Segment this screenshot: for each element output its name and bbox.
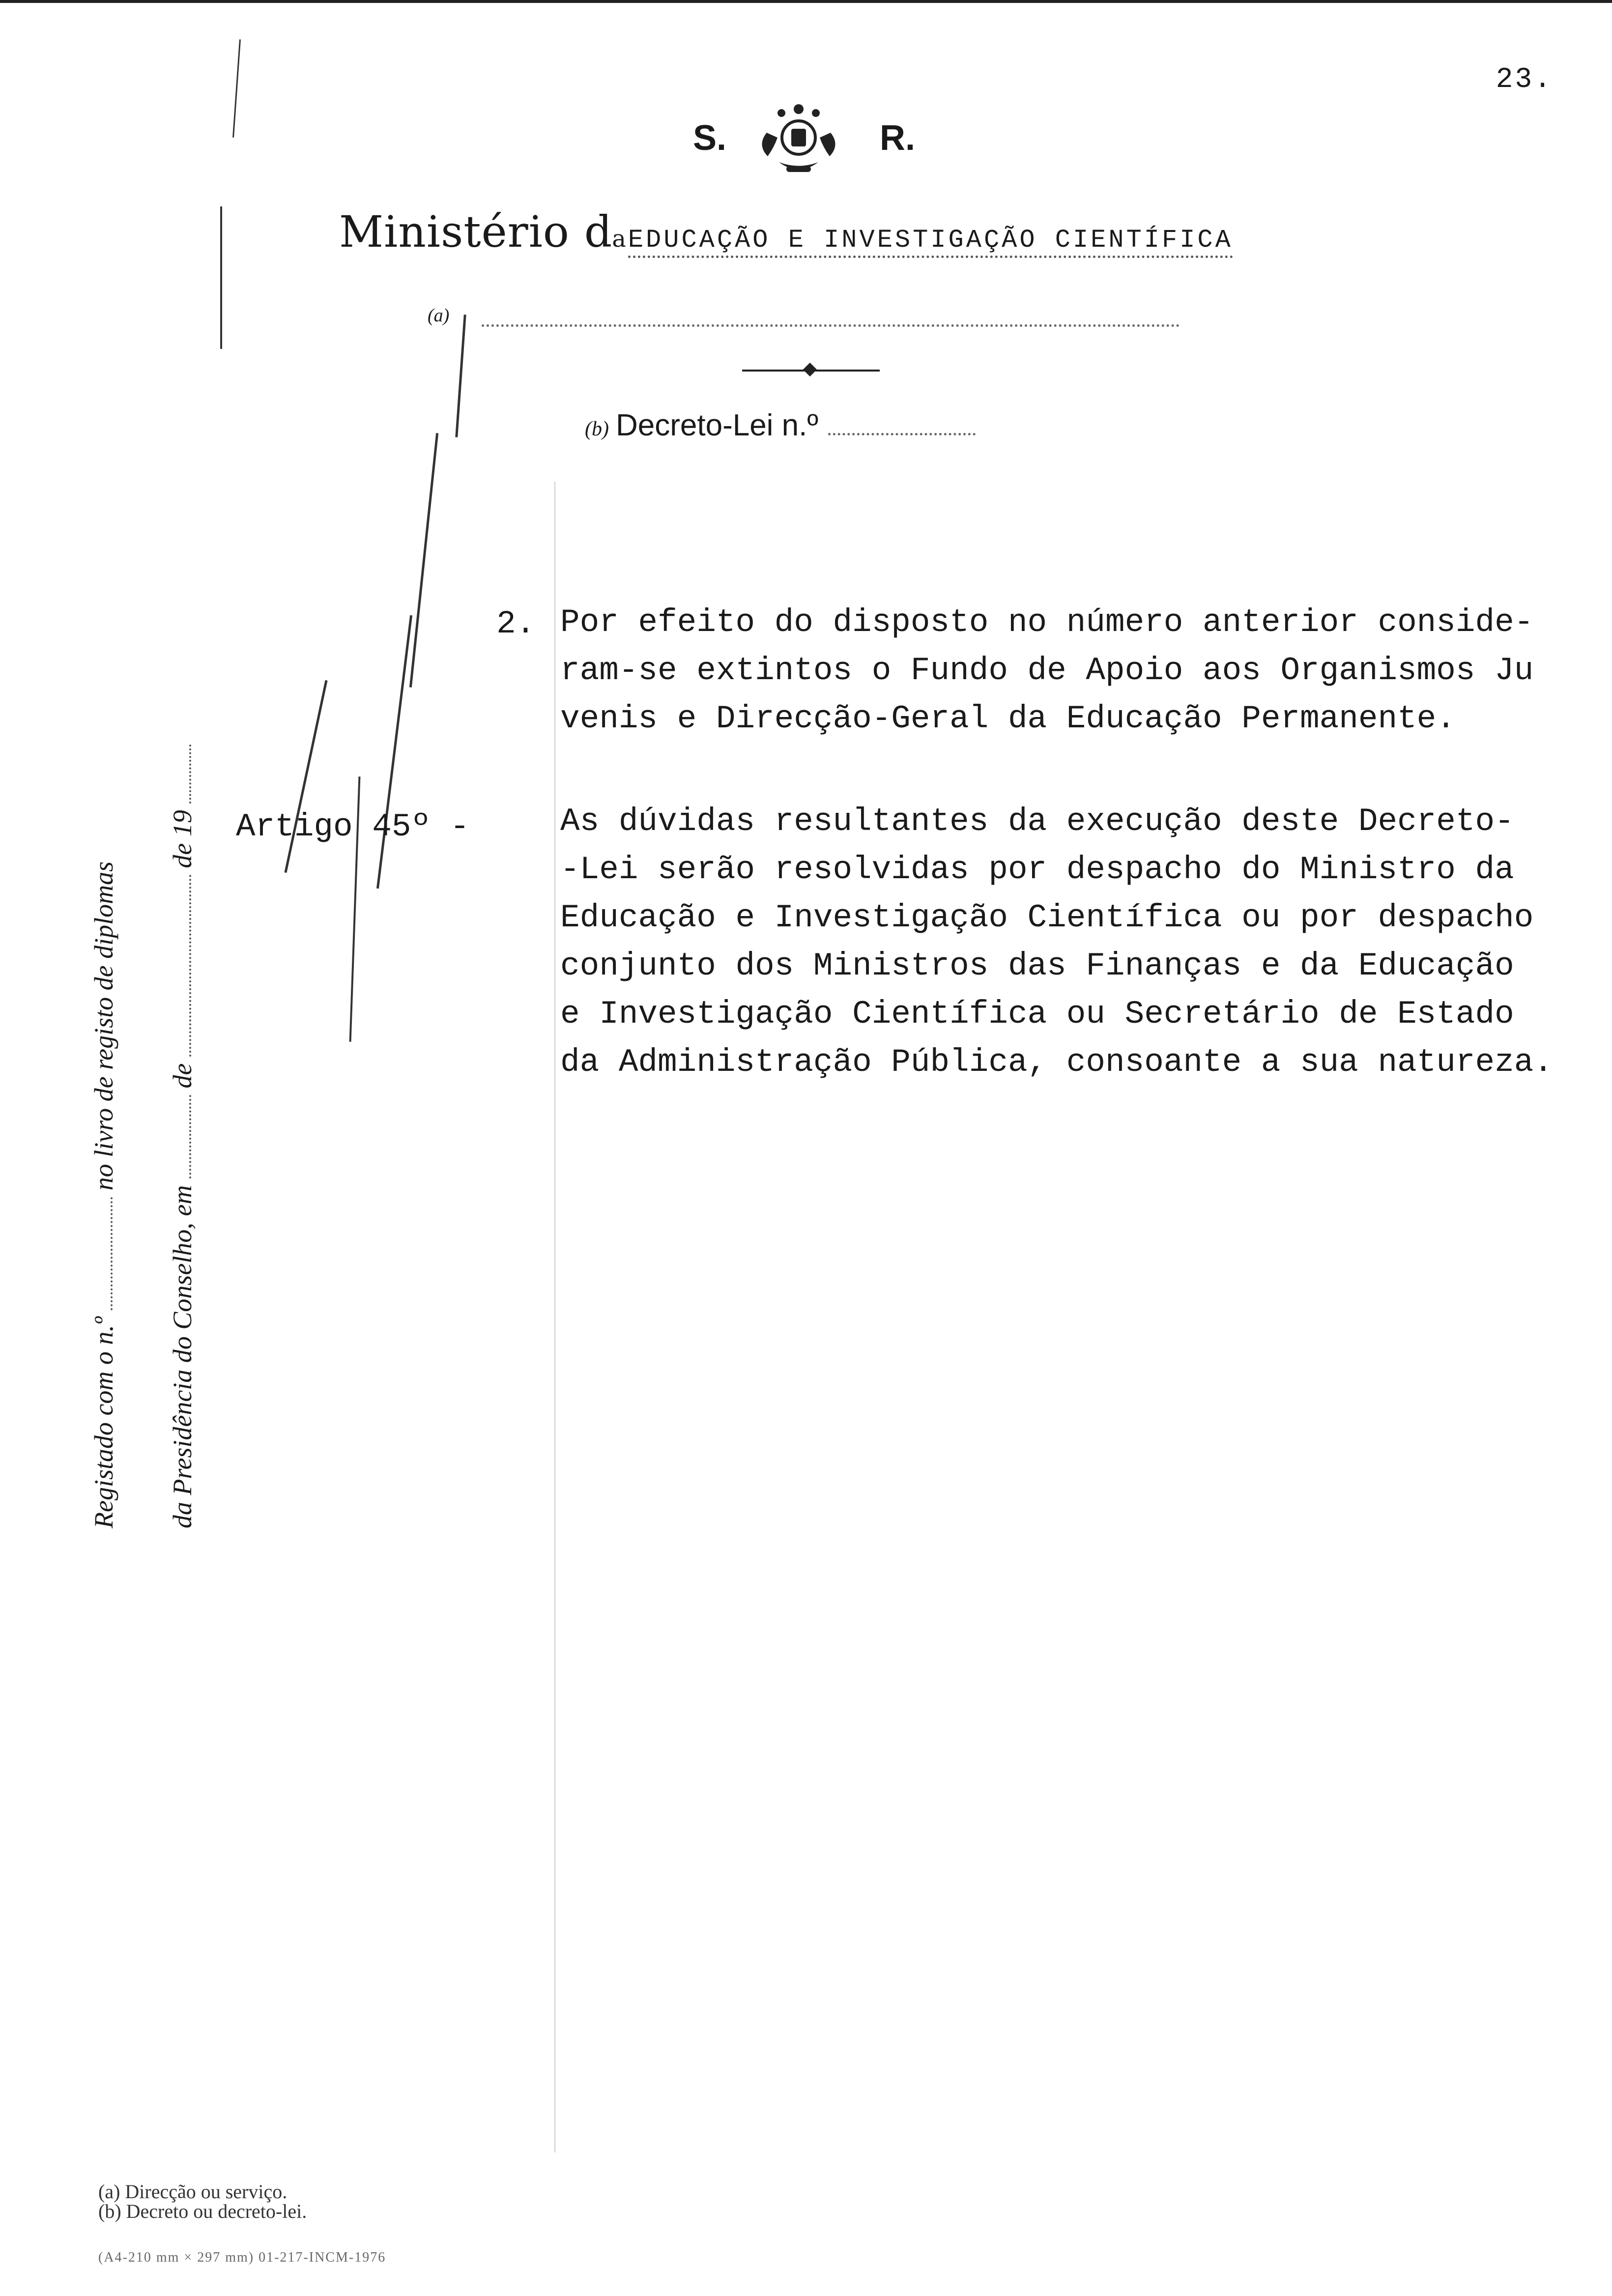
registry-line1-suffix: no livro de registo de diplomas [89,861,118,1191]
printer-code: (A4-210 mm × 297 mm) 01-217-INCM-1976 [98,2250,386,2265]
footnotes [98,2182,307,2221]
registry-line-2 [167,745,198,1528]
article-45-text: As dúvidas resultantes da execução deste Decreto- -Lei serão resolvidas por despacho do Ministro da Educação e Investigação Científica ou por despacho conjunto dos Ministros das Finanças e da Educação e Investigação Científica ou Secretário de Estado da Administração Pública, consoante a sua natureza. [560,803,1553,1081]
margin-stroke [232,39,241,138]
scan-fold-line [554,482,555,2152]
header-initial-left: S. [693,118,727,158]
service-dotted-line [482,324,1180,327]
margin-stroke [220,206,222,349]
registry-line-1 [88,861,119,1528]
service-note-marker: (a) [428,305,450,326]
decree-line [585,408,976,443]
article-label: Artigo 45º - [236,808,470,845]
ministry-name: EDUCAÇÃO E INVESTIGAÇÃO CIENTÍFICA [628,226,1233,258]
decree-label: Decreto-Lei n.º [615,408,819,442]
registry-day-blank [173,1095,191,1178]
ministry-word: Ministério [339,206,570,257]
registry-line2-suffix: de 19 [168,810,197,868]
footnote-a: (a) Direcção ou serviço. [98,2181,288,2203]
decree-number-dotted-line [828,433,976,435]
ministry-title [339,206,1233,257]
decree-note-marker: (b) [585,418,609,440]
signature-stroke [409,433,438,688]
item-2-text: Por efeito do disposto no número anterior conside- ram-se extintos o Fundo de Apoio aos Organismos Ju venis e Direcção-Geral da Educação Permanente. [560,604,1534,737]
top-border-line [0,0,1612,3]
ministry-preposition-article: a [612,225,626,253]
item-number: 2. [496,605,536,642]
registry-month-blank [173,875,191,1057]
registry-number-blank [94,1197,113,1310]
page-number: 23. [1496,64,1553,96]
registry-line2-mid: de [168,1063,197,1089]
signature-stroke [455,315,466,437]
header-initial-right: R. [880,118,915,158]
signature-stroke [376,615,412,889]
ministry-preposition: d [584,206,612,257]
footnote-b: (b) Decreto ou decreto-lei. [98,2200,307,2222]
registry-line2-prefix: da Presidência do Conselho, em [168,1185,197,1528]
registry-year-blank [173,745,191,804]
coat-of-arms-icon [752,98,845,182]
ornament-diamond-icon [803,363,817,376]
registry-line1-prefix: Registado com o n.º [89,1317,118,1528]
